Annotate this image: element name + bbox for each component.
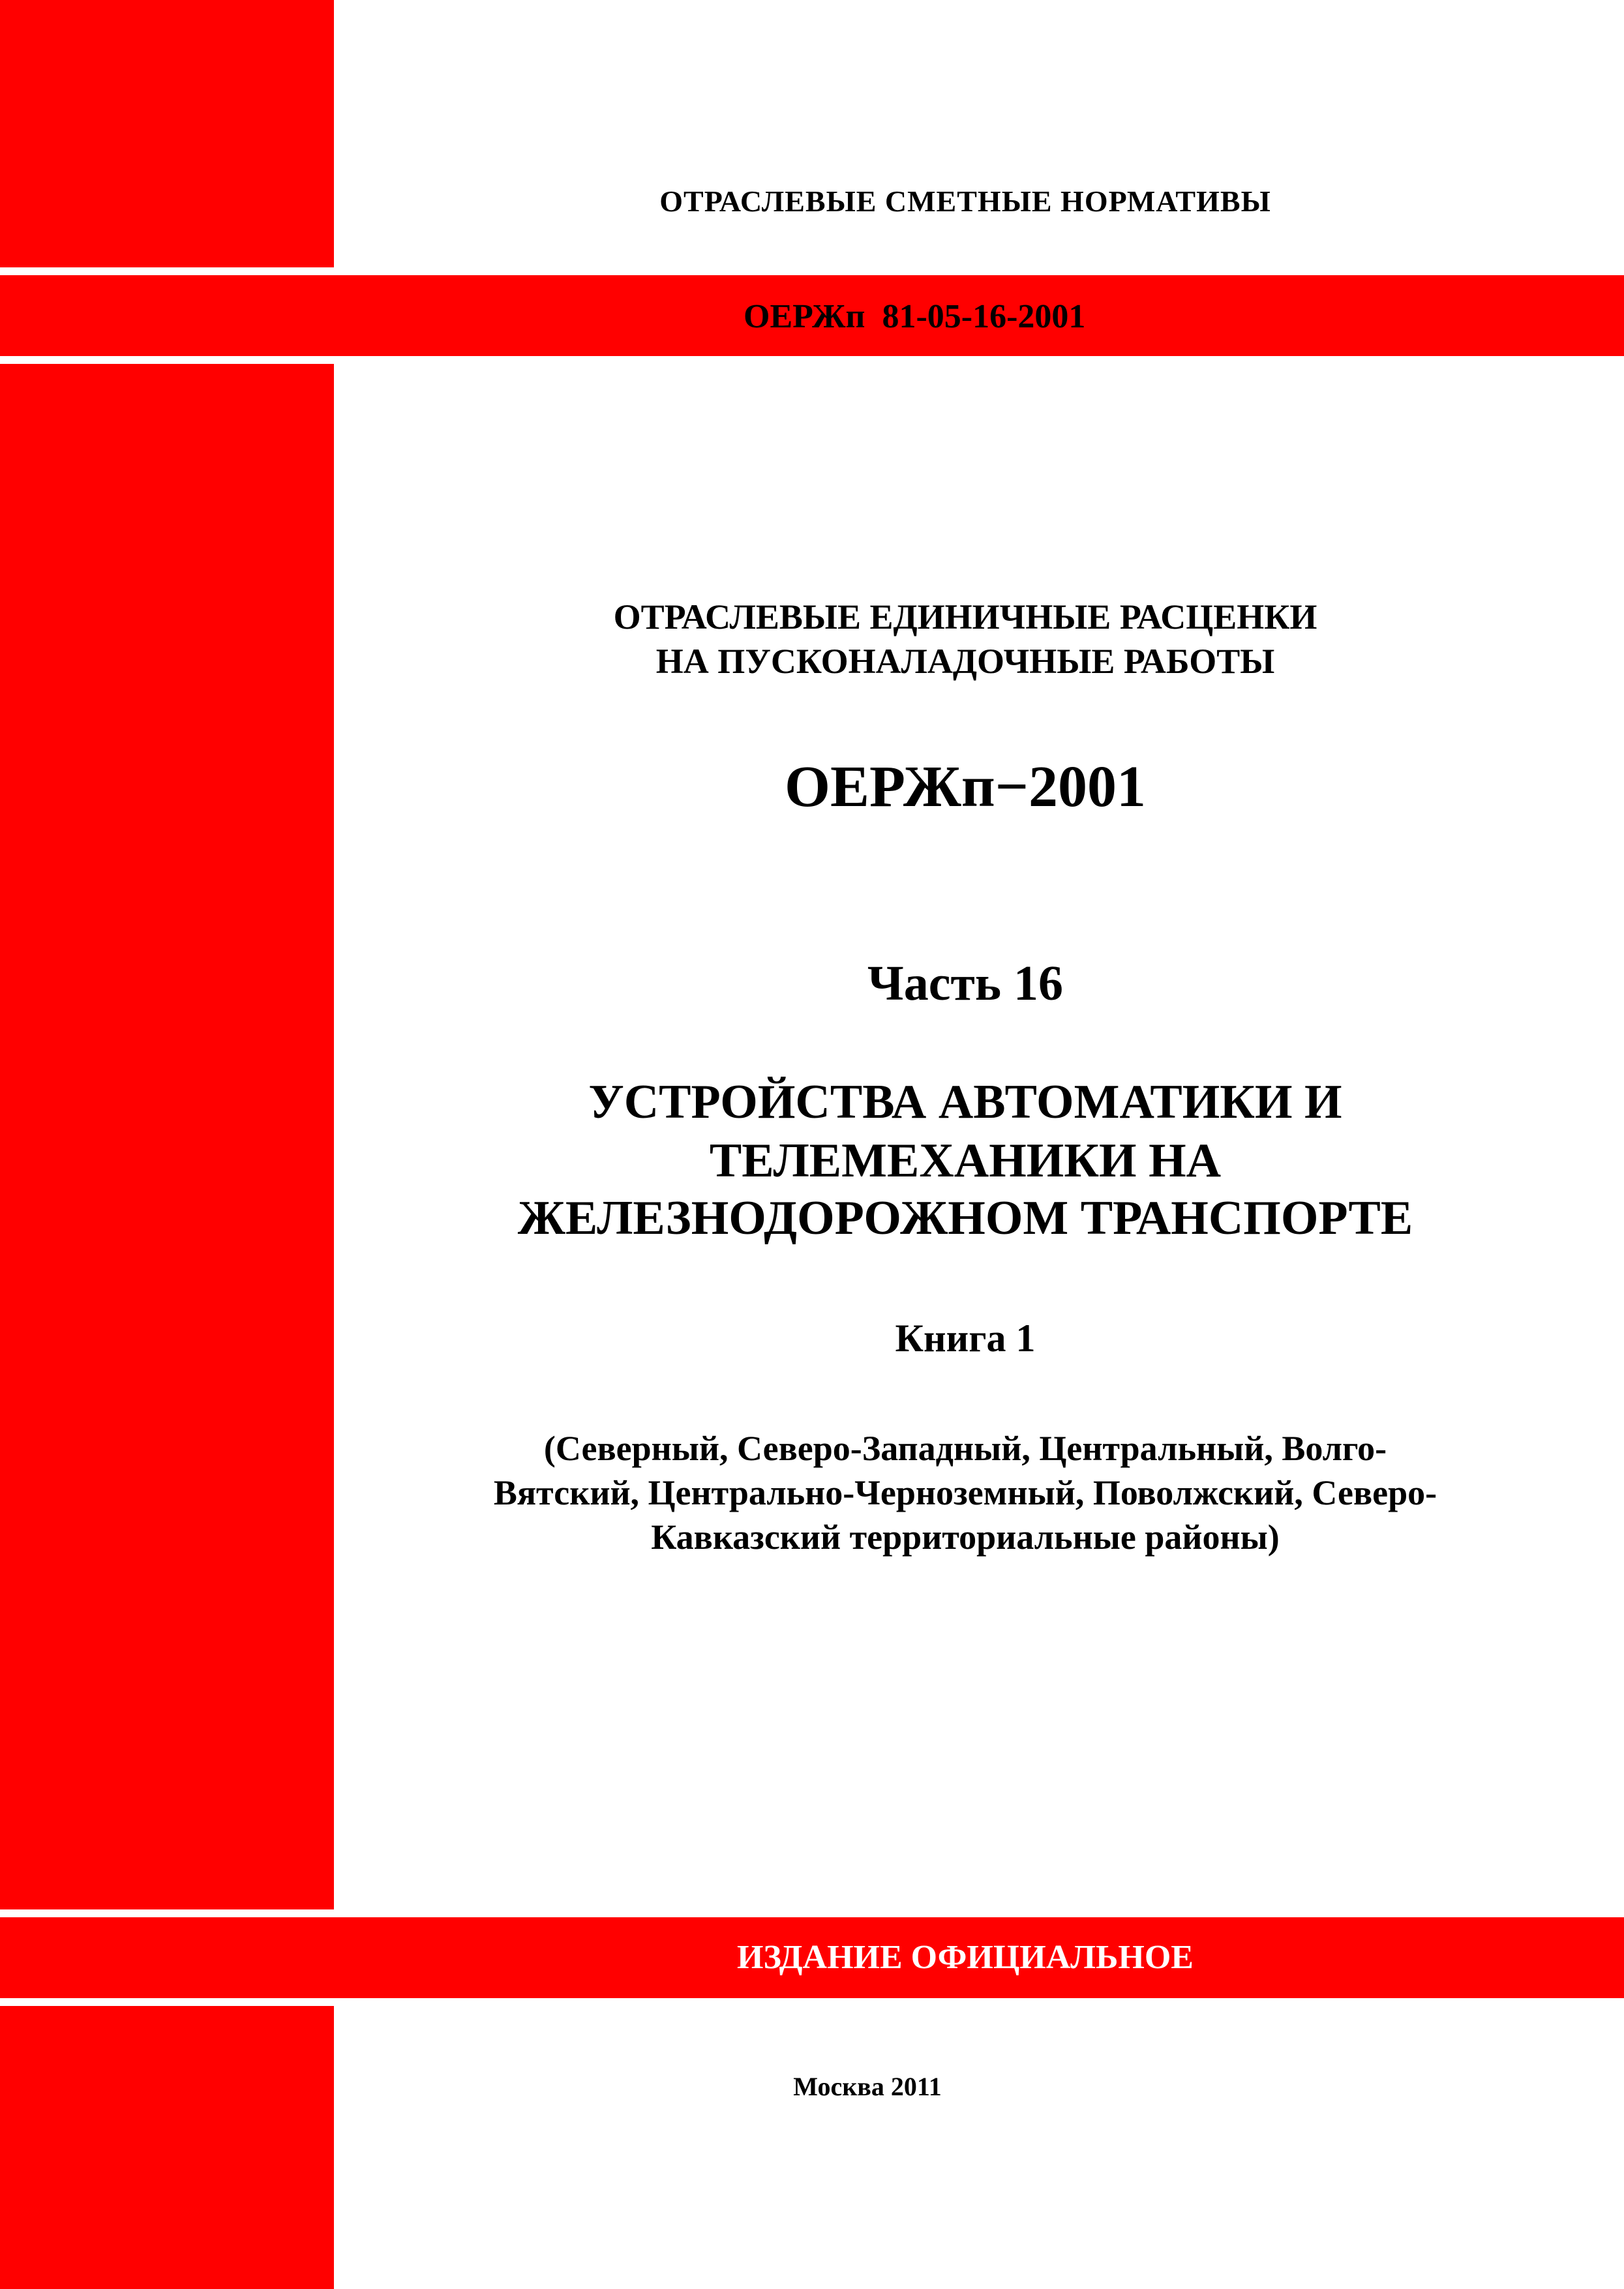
left-red-bar-top — [0, 0, 334, 267]
topic-line-3: ЖЕЛЕЗНОДОРОЖНОМ ТРАНСПОРТЕ — [517, 1191, 1413, 1245]
subtitle-line-2: НА ПУСКОНАЛАДОЧНЫЕ РАБОТЫ — [655, 642, 1275, 681]
regions-line-2: Вятский, Центрально-Черноземный, Поволжский, Северо- — [493, 1473, 1437, 1512]
topic-line-1: УСТРОЙСТВА АВТОМАТИКИ И — [588, 1075, 1342, 1129]
left-red-bar-middle — [0, 364, 334, 1909]
document-code: ОЕРЖп 81-05-16-2001 — [744, 298, 1086, 335]
edition-label: ИЗДАНИЕ ОФИЦИАЛЬНОЕ — [737, 1939, 1194, 1976]
subtitle-line-1: ОТРАСЛЕВЫЕ ЕДИНИЧНЫЕ РАСЦЕНКИ — [613, 597, 1317, 636]
big-title: ОЕРЖп−2001 — [785, 755, 1146, 819]
place-year: Москва 2011 — [793, 2072, 942, 2101]
topic-line-2: ТЕЛЕМЕХАНИКИ НА — [709, 1134, 1222, 1188]
regions-line-1: (Северный, Северо-Западный, Центральный, Волго- — [543, 1429, 1387, 1468]
left-red-bar-bottom — [0, 2006, 334, 2289]
book-number: Книга 1 — [895, 1317, 1036, 1360]
regions-line-3: Кавказский территориальные районы) — [651, 1518, 1280, 1557]
series-title: ОТРАСЛЕВЫЕ СМЕТНЫЕ НОРМАТИВЫ — [659, 185, 1271, 218]
part-number: Часть 16 — [867, 956, 1064, 1011]
